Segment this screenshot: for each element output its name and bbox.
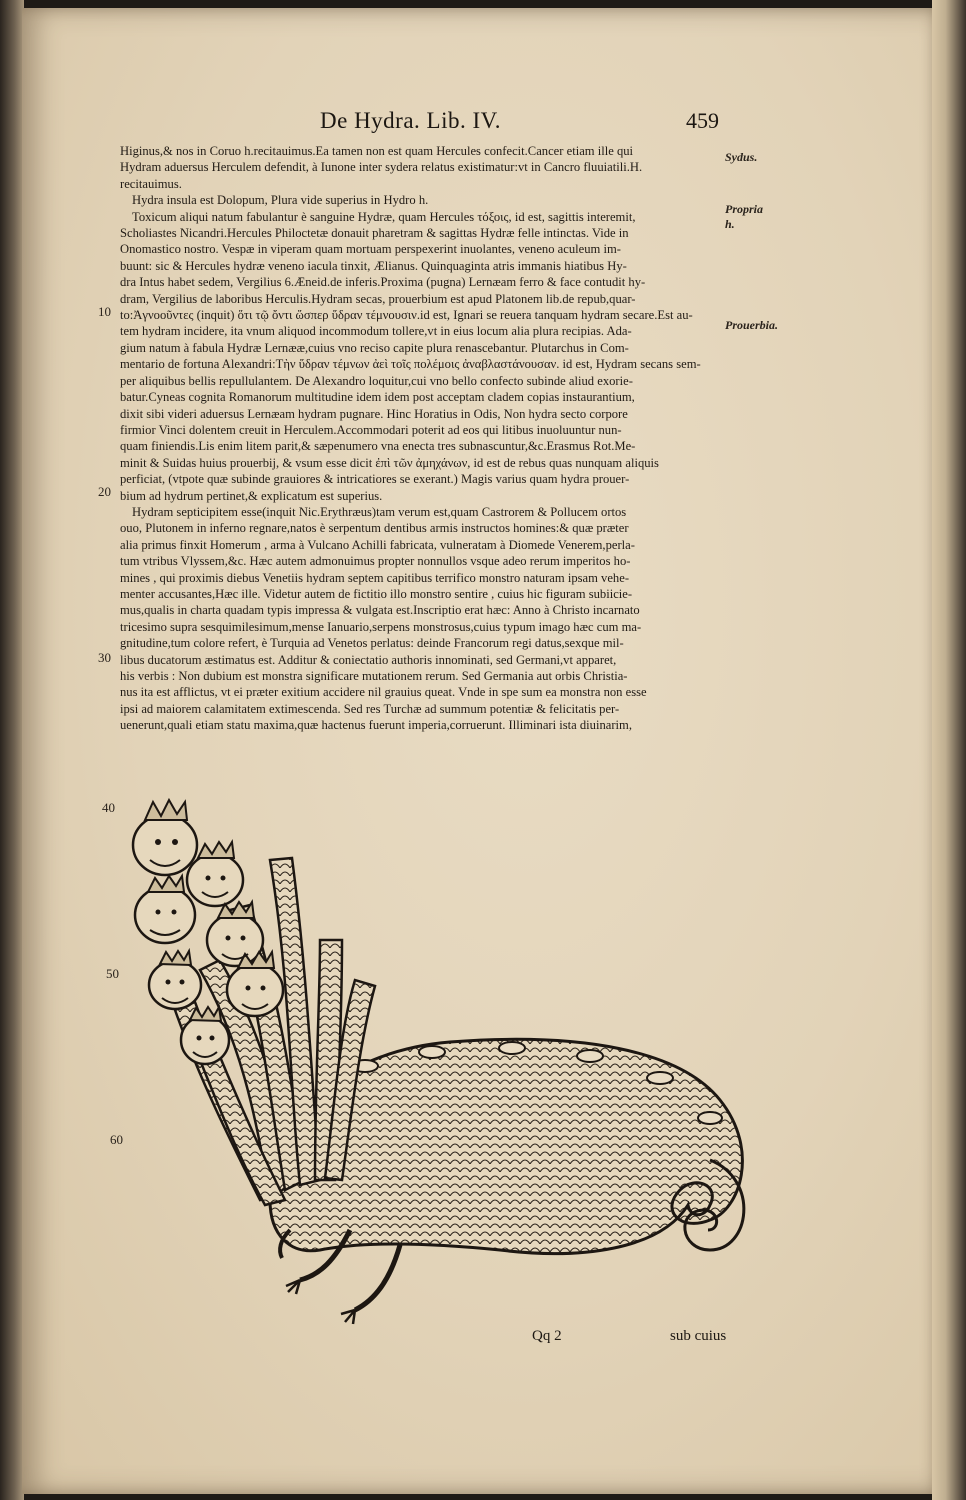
text-line: dra Intus habet sedem, Vergilius 6.Æneid.de inferis.Proxima (pugna) Lernæam ferro & face contudit hy- [120,275,646,290]
text-line: to:Ἀγνοοῦντες (inquit) ὅτι τῷ ὄντι ὥσπερ ὕδραν τέμνουσιν.id est, Ignari se reuera tanquam hydram secare.Est au- [120,308,693,323]
text-line: minit & Suidas huius prouerbij, & vsum esse dicit ἐπὶ τῶν ἀμηχάνων, id est de rebus quas nunquam aliquis [120,455,659,470]
line-number-20: 20 [98,484,111,499]
text-line: buunt: sic & Hercules hydræ veneno iacula tinxit, Ælianus. Quinquaginta atris immanis hiatibus Hy- [120,258,627,273]
text-line: ouo, Plutonem in inferno regnare,natos è serpentum dentibus armis instructos homines:& quæ præter [120,521,629,536]
text-line: gnitudine,tum colore refert, è Turquia ad Venetos perlatus: deinde Francorum regi datus,sexque mil- [120,636,624,651]
text-line: firmior Vinci dolentem creuit in Herculem.Accommodari poterit ad eos qui litibus inuoluuntur nun- [120,422,622,437]
text-line: tum vtribus Vlyssem,&c. Hæc autem admonuimus propter nonnullos vsque adeo rerum imperitos ho- [120,554,631,569]
text-line: alia primus finxit Homerum , arma à Vulcano Achilli fabricata, vulneratam à Diomede Venerem,perla- [120,537,635,552]
text-line: dram, Vergilius de laboribus Herculis.Hydram secas, prouerbium est apud Platonem lib.de repub,quar- [120,291,636,306]
catchword: sub cuius [670,1328,727,1344]
body-text [120,143,722,734]
text-line: Toxicum aliqui natum fabulantur è sanguine Hydræ, quam Hercules τόξοις, id est, sagittis interemit, [132,209,636,224]
text-line: mus,qualis in charta quadam typis impressa & vulgata est.Inscriptio erat hæc: Anno à Christo incarnato [120,603,640,618]
text-line: tem hydram incidere, ita vnum aliquod incommodum tollere,vt in eius locum alia plura recipias. Ada- [120,324,632,339]
text-line: uenerunt,quali etiam statu maxima,quæ hactenus fuerunt imperia,corruerunt. Illiminari ista diuinarim, [120,718,632,733]
page-number: 459 [686,108,719,133]
text-line: Scholiastes Nicandri.Hercules Philoctetæ donauit pharetram & sagittas Hydræ felle intinctas. Vide in [120,226,629,241]
running-title: De Hydra. Lib. IV. [320,108,502,133]
facing-page-edge [0,0,24,1500]
text-line: nus ita est afflictus, vt ei præter exitium accidere nil grauius queat. Vnde in spe sum ea monstra non esse [120,685,647,700]
text-line: Higinus,& nos in Coruo h.recitauimus.Ea tamen non est quam Hercules confecit.Cancer etiam ille qui [120,144,634,158]
text-line: Hydra insula est Dolopum, Plura vide superius in Hydro h. [132,193,429,208]
line-number-40: 40 [102,800,115,815]
text-line: bium ad hydrum pertinet,& explicatum est superius. [120,488,383,503]
signature-mark: Qq 2 [532,1328,562,1344]
line-number-60: 60 [110,1132,123,1147]
text-line: ipsi ad maiorem calamitatem extimescenda. Sed res Turchæ ad summum potentiæ & felicitatis per- [120,701,620,716]
text-line: quam finiendis.Lis enim litem parit,& sæpenumero vna enecta tres subnascuntur,&c.Erasmus Rot.Me- [120,439,636,454]
text-line: Hydram aduersus Herculem defendit, à Iunone inter sydera relatus existimatur:vt in Cancro fluuiatili.H. [120,160,643,175]
text-line: recitauimus. [120,176,182,191]
text-line: tricesimo supra sesquimilesimum,mense Ianuario,serpens monstrosus,cuius typum imago hæc cum ma- [120,619,642,634]
line-number-30: 30 [98,650,111,665]
text-line: Hydram septicipitem esse(inquit Nic.Erythræus)tam verum est,quam Castrorem & Pollucem ortos [132,504,627,519]
text-line: menter accusantes,Hæc ille. Videtur autem de fictitio illo monstro sentire , cuius hic figuram subiicie- [120,586,633,601]
margin-note-sydus: Sydus. [725,150,758,164]
text-line: Onomastico nostro. Vespæ in viperam quam mortuam perspexerint inuolantes, veneno aculeum im- [120,242,621,257]
line-number-10: 10 [98,304,111,319]
text-line: mentario de fortuna Alexandri:Τὴν ὕδραν τέμνων ἀεὶ τοῖς πολέμοις ἀναβλαστάνουσαν. id est, Hydram secans sem- [120,357,701,372]
text-line: gium natum à fabula Hydræ Lernææ,cuius vno reciso capite plura renascebantur. Plutarchus in Com- [120,340,629,355]
text-line: perficiat, (vtpote quæ subinde grauiores & intricatiores se exerant.) Magis varius quam hydra prouer- [120,472,630,487]
text-line: per aliquibus bellis repullulantem. De Alexandro loquitur,cui vno bello confecto subinde aliud exorie- [120,373,633,388]
margin-note-prouerbia: Prouerbia. [725,318,779,332]
text-line: batur.Cyneas cognita Romanorum multitudine idem idem post acceptam cladem copias instaurantium, [120,390,635,405]
page-edge-shadow [932,0,966,1500]
text-line: mines , qui proximis diebus Venetiis hydram septem capitibus terrifico monstro naturam ipsam vehe- [120,570,630,585]
text-line: libus ducatorum æstimatus est. Additur & coniectatio authoris innominati, sed Germani,vt apparet, [120,652,617,667]
text-line: dixit sibi videri aduersus Lernæam hydram pugnare. Hinc Horatius in Odis, Non hydra secto corpore [120,406,628,421]
hydra-woodcut-illustration [120,780,760,1340]
margin-note-propria: Propria h. [725,202,764,231]
text-line: his verbis : Non dubium est monstra significare mutationem rerum. Sed Germania aut orbis Christia- [120,669,628,683]
line-number-50: 50 [106,966,119,981]
